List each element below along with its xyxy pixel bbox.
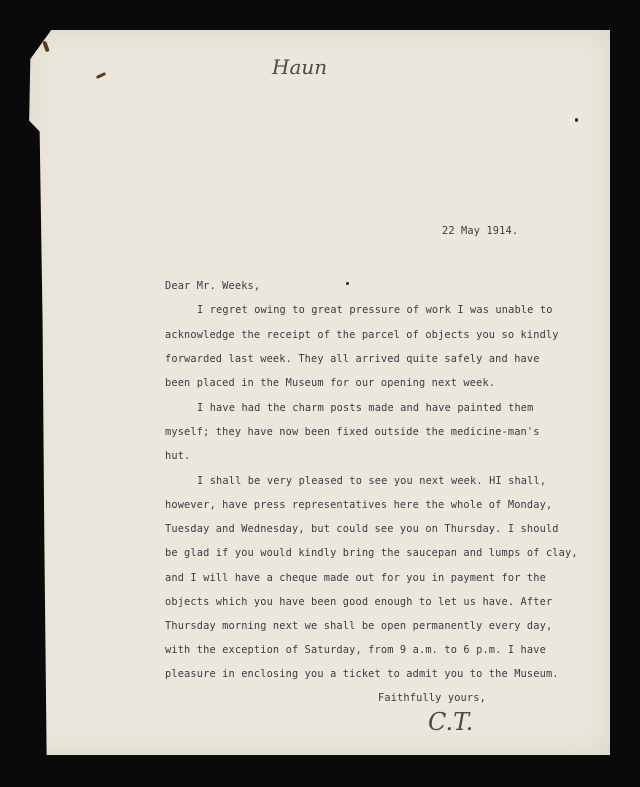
ink-dot — [346, 282, 349, 285]
body-line: however, have press representatives here the whole of Monday, — [165, 499, 553, 511]
body-line: forwarded last week. They all arrived quite safely and have — [165, 353, 540, 365]
body-line: with the exception of Saturday, from 9 a.m. to 6 p.m. I have — [165, 644, 546, 656]
salutation: Dear Mr. Weeks, — [165, 280, 261, 292]
body-line: myself; they have now been fixed outside the medicine-man's — [165, 426, 540, 438]
body-line: be glad if you would kindly bring the saucepan and lumps of clay, — [165, 547, 578, 559]
body-line: objects which you have been good enough to let us have. After — [165, 596, 553, 608]
body-line: and I will have a cheque made out for you in payment for the — [165, 572, 546, 584]
body-line: pleasure in enclosing you a ticket to admit you to the Museum. — [165, 668, 559, 680]
body-line: I shall be very pleased to see you next week. HI shall, — [197, 475, 547, 487]
body-line: I regret owing to great pressure of work I was unable to — [197, 304, 553, 316]
body-line: acknowledge the receipt of the parcel of objects you so kindly — [165, 329, 559, 341]
body-line: been placed in the Museum for our opening next week. — [165, 377, 496, 389]
signature: C.T. — [428, 708, 474, 736]
letter-date: 22 May 1914. — [442, 225, 519, 237]
ink-dot — [575, 118, 578, 122]
body-line: I have had the charm posts made and have painted them — [197, 402, 534, 414]
body-line: Tuesday and Wednesday, but could see you on Thursday. I should — [165, 523, 559, 535]
body-line: hut. — [165, 450, 191, 462]
closing: Faithfully yours, — [378, 692, 486, 704]
body-line: Thursday morning next we shall be open permanently every day, — [165, 620, 553, 632]
handwritten-annotation: Haun — [272, 55, 328, 79]
